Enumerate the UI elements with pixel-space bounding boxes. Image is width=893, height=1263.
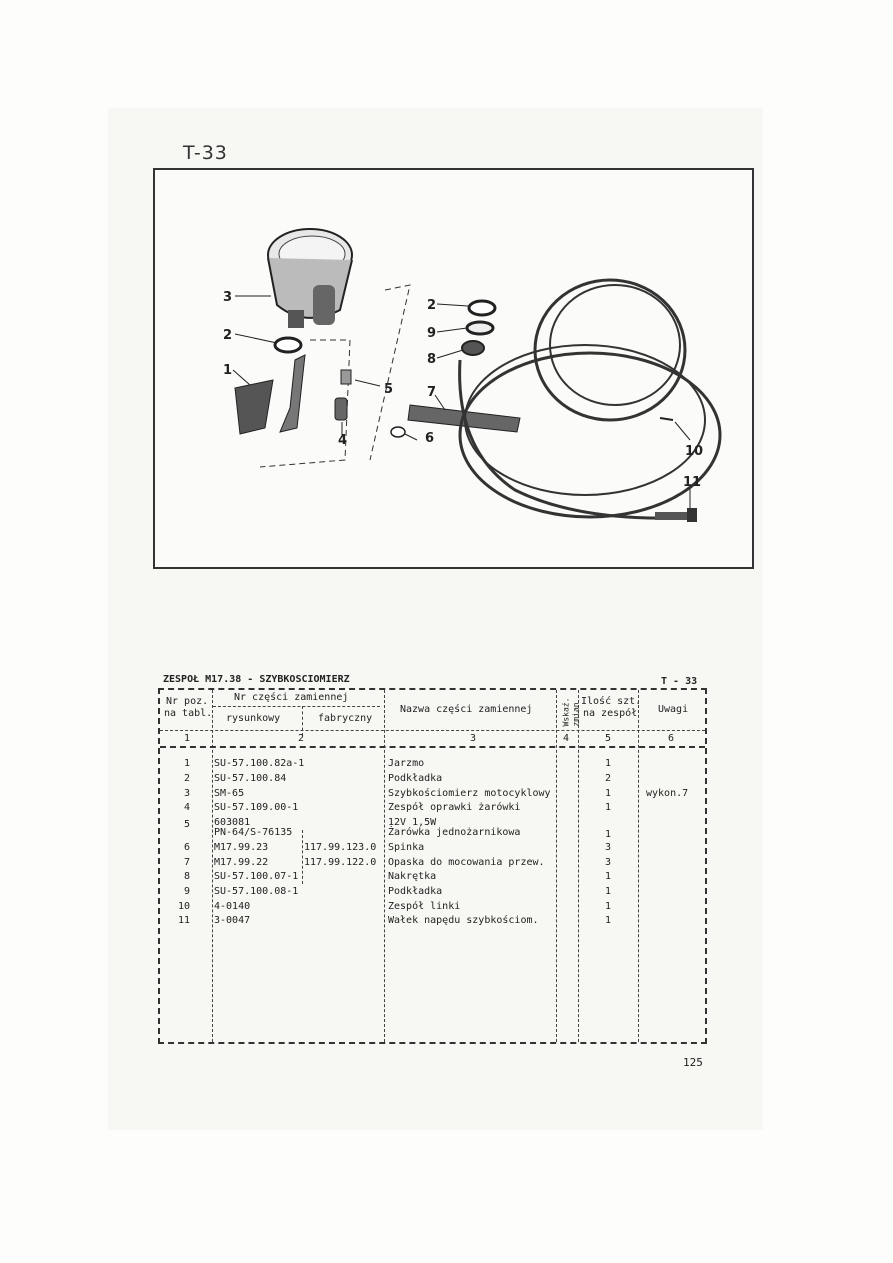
- table-row: 7 M17.99.22 117.99.122.0 Opaska do mocowania przew. 3: [184, 857, 612, 868]
- parts-table: [158, 688, 707, 1044]
- callout-1: 1: [223, 363, 233, 378]
- table-row: 3 SM-65 Szybkościomierz motocyklowy 1 wykon.7: [184, 788, 689, 799]
- table-row: 1 SU-57.100.82a-1 Jarzmo 1: [184, 758, 612, 769]
- callout-5: 5: [384, 382, 394, 397]
- header-fabryczny: fabryczny: [318, 713, 373, 724]
- assembly-title: ZESPOŁ M17.38 - SZYBKOSCIOMIERZ: [163, 674, 350, 685]
- header-wskaz: Wskaź.: [561, 697, 571, 727]
- table-row: 8 SU-57.100.07-1 Nakrętka 1: [184, 871, 612, 882]
- exploded-view-figure: [153, 168, 754, 569]
- table-reference: T - 33: [661, 676, 698, 687]
- table-row: 10 4-0140 Zespół linki 1: [178, 901, 612, 912]
- table-row: 6 M17.99.23 117.99.123.0 Spinka 3: [184, 842, 612, 853]
- col-number: 3: [470, 733, 477, 744]
- header-nr-czesci: Nr części zamiennej: [234, 692, 349, 703]
- header-uwagi: Uwagi: [658, 704, 689, 715]
- page-number: 125: [683, 1056, 703, 1069]
- table-row: 11 3-0047 Wałek napędu szybkościom. 1: [178, 915, 612, 926]
- header-nazwa: Nazwa części zamiennej: [400, 704, 533, 715]
- col-number: 6: [668, 733, 675, 744]
- figure-label: T-33: [183, 142, 228, 164]
- col-number: 2: [298, 733, 305, 744]
- callout-9: 9: [427, 326, 437, 341]
- col-number: 1: [184, 733, 191, 744]
- header-ilosc: Ilość szt.: [581, 696, 642, 707]
- col-number: 5: [605, 733, 612, 744]
- callout-2-left: 2: [223, 328, 233, 343]
- callout-8: 8: [427, 352, 437, 367]
- col-number: 4: [563, 733, 570, 744]
- header-nr-poz: Nr poz.: [166, 696, 209, 707]
- table-row: 9 SU-57.100.08-1 Podkładka 1: [184, 886, 612, 897]
- table-row: 4 SU-57.109.00-1 Zespół oprawki żarówki 1: [184, 802, 612, 813]
- callout-3: 3: [223, 290, 233, 305]
- header-na-tabl: na tabl.: [164, 708, 213, 719]
- callout-10: 10: [685, 444, 704, 459]
- callout-11: 11: [683, 475, 702, 490]
- header-rysunkowy: rysunkowy: [226, 713, 281, 724]
- table-row: 2 SU-57.100.84 Podkładka 2: [184, 773, 612, 784]
- speedometer-icon: [268, 229, 352, 328]
- callout-6: 6: [425, 431, 435, 446]
- speedometer-assembly-drawing: [155, 170, 752, 567]
- header-na-zespol: na zespół: [583, 708, 638, 719]
- callout-4: 4: [338, 433, 348, 448]
- header-zmian: zmian: [571, 702, 581, 727]
- callout-2-right: 2: [427, 298, 437, 313]
- callout-7: 7: [427, 385, 437, 400]
- table-row: 5 603081 PN-64/S-76135 12V 1,5W Żarówka jednożarnikowa 1: [184, 817, 612, 840]
